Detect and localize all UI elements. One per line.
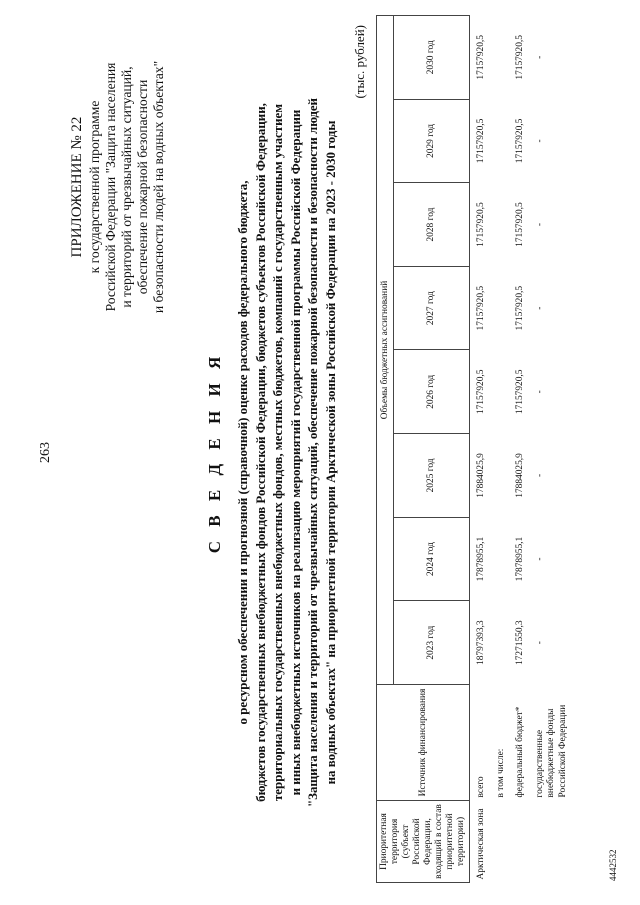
appendix-title: ПРИЛОЖЕНИЕ № 22 (69, 116, 85, 258)
cell-source: государственные внебюджетные фонды Российской Федерации (534, 704, 568, 798)
cell-value: 17157920,5 (476, 35, 486, 80)
cell-value (490, 434, 510, 518)
cell-value (490, 16, 510, 100)
cell-value: 18797393,3 (476, 620, 486, 665)
appendix-line: к государственной программе (87, 100, 102, 274)
document-stamp: 4442532 (608, 849, 618, 881)
cell-value: - (534, 306, 545, 310)
table-row (529, 16, 572, 883)
cell-value (490, 266, 510, 350)
cell-value (490, 517, 510, 601)
column-header-year: 2024 год (394, 517, 470, 601)
page-number: 263 (38, 442, 53, 463)
budget-table (376, 15, 571, 883)
cell-source: всего (476, 776, 486, 798)
cell-value: - (534, 390, 545, 394)
cell-value: 17884025,9 (476, 453, 486, 498)
heading-line: на водных объектах" на приоритетной территории Арктической зоны Российской Федерации на 2023 - 2030 годы (323, 120, 338, 785)
column-header-year: 2028 год (394, 183, 470, 267)
cell-value: 17878955,1 (515, 536, 525, 582)
appendix-line: Российской Федерации "Защита населения (103, 62, 118, 312)
heading-line: "Защита населения и территорий от чрезвычайных ситуаций, обеспечение пожарной безопасности и безопасности людей (306, 98, 321, 808)
cell-value: 17878955,1 (476, 536, 486, 582)
cell-value: - (534, 139, 545, 143)
table-row (470, 16, 490, 883)
cell-territory (509, 801, 529, 883)
column-header-year: 2023 год (394, 601, 470, 685)
cell-source: в том числе: (495, 748, 506, 798)
column-header-year: 2025 год (394, 434, 470, 518)
heading-line: о ресурсном обеспечении и прогнозной (справочной) оценке расходов федерального бюджета, (236, 180, 250, 725)
cell-value (490, 350, 510, 434)
column-header-source: Источник финансирования (377, 685, 470, 801)
cell-source: федеральный бюджет* (515, 706, 525, 798)
column-header-territory: Приоритетная территория (субъект Российской Федерации, входящий в состав приоритетной территории) (377, 801, 470, 883)
cell-territory (490, 801, 510, 883)
cell-value (490, 99, 510, 183)
cell-value: - (534, 223, 545, 227)
cell-value: 17157920,5 (515, 202, 525, 247)
cell-value: 17157920,5 (515, 118, 525, 164)
column-header-year: 2029 год (394, 99, 470, 183)
column-header-year: 2030 год (394, 16, 470, 100)
cell-value (490, 601, 510, 685)
cell-value (490, 183, 510, 267)
column-header-year: 2027 год (394, 266, 470, 350)
appendix-line: и территорий от чрезвычайных ситуаций, (119, 66, 134, 308)
cell-value: 17157920,5 (476, 202, 486, 247)
table-row (490, 16, 510, 883)
table-row (509, 16, 529, 883)
cell-value: 17157920,5 (476, 369, 486, 415)
cell-value: 17157920,5 (515, 369, 525, 415)
cell-value: - (534, 55, 545, 59)
cell-value: - (534, 473, 545, 477)
appendix-line: обеспечение пожарной безопасности (135, 79, 150, 295)
cell-territory: Арктическая зона (476, 808, 486, 880)
heading-line: и иных внебюджетных источников на реализацию мероприятий государственной программы Российской Федерации (288, 109, 303, 796)
cell-value: 17271550,3 (515, 620, 525, 665)
heading-line: бюджетов государственных внебюджетных фондов Российской Федерации, бюджетов субъектов Российской Федерации, (253, 103, 268, 802)
cell-value: 17157920,5 (476, 118, 486, 164)
cell-value: 17884025,9 (515, 453, 525, 498)
cell-value: 17157920,5 (515, 285, 525, 331)
appendix-header (68, 17, 167, 357)
unit-label: (тыс. рублей) (352, 25, 367, 99)
document-heading (205, 40, 341, 865)
column-header-volumes: Объемы бюджетных ассигнований (377, 16, 394, 685)
cell-value: - (534, 557, 545, 561)
cell-value: - (534, 641, 545, 645)
table-header-row (377, 16, 394, 883)
cell-value: 17157920,5 (476, 285, 486, 331)
appendix-line: и безопасности людей на водных объектах" (151, 60, 166, 314)
cell-territory (529, 801, 572, 883)
column-header-year: 2026 год (394, 350, 470, 434)
cell-value: 17157920,5 (515, 35, 525, 80)
heading-title: С В Е Д Е Н И Я (205, 351, 224, 554)
heading-line: территориальных государственных внебюджетных фондов, местных бюджетов, компаний с государственным участием (271, 103, 286, 802)
